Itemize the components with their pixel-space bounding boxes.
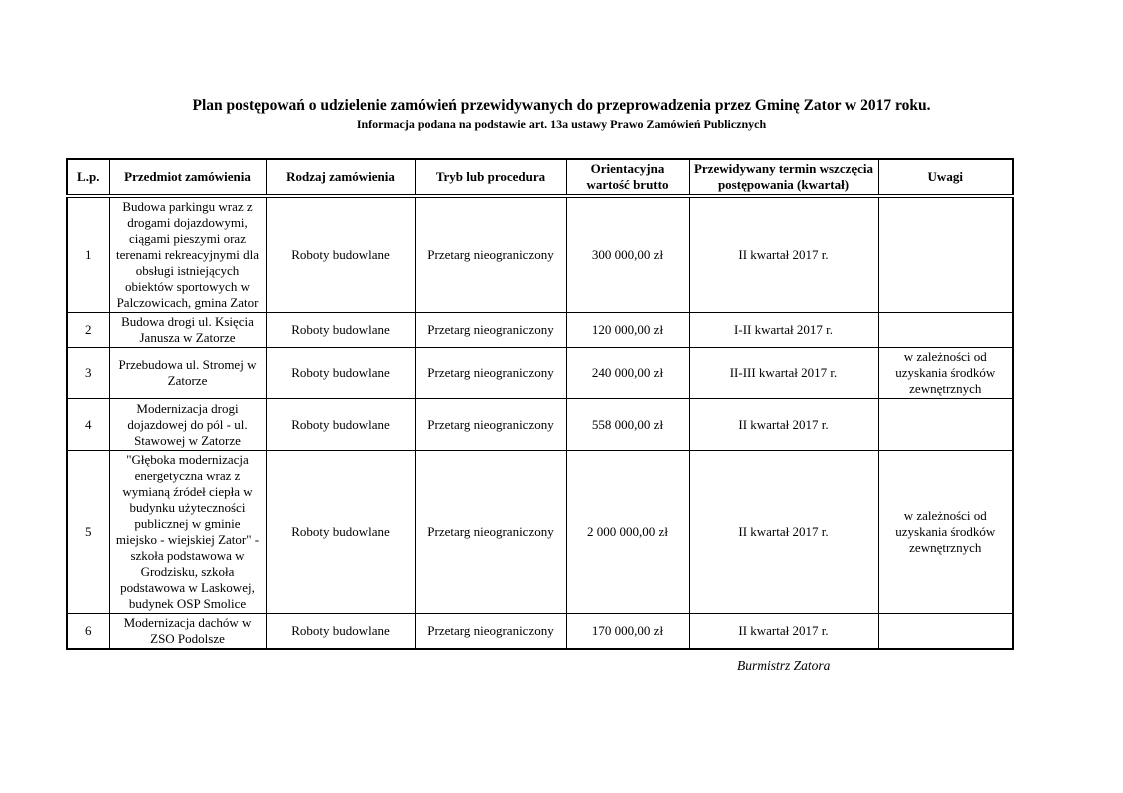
table-row	[67, 196, 1013, 313]
column-header-rodzaj: Rodzaj zamówienia	[266, 159, 415, 196]
cell-termin: II kwartał 2017 r.	[689, 614, 878, 650]
cell-tryb: Przetarg nieograniczony	[415, 451, 566, 614]
cell-przedmiot: Modernizacja dachów w ZSO Podolsze	[109, 614, 266, 650]
table-row	[67, 399, 1013, 451]
cell-przedmiot: Modernizacja drogi dojazdowej do pól - ul. Stawowej w Zatorze	[109, 399, 266, 451]
cell-rodzaj: Roboty budowlane	[266, 451, 415, 614]
cell-uwagi	[878, 614, 1013, 650]
cell-termin: II-III kwartał 2017 r.	[689, 348, 878, 399]
cell-przedmiot: Przebudowa ul. Stromej w Zatorze	[109, 348, 266, 399]
cell-wartosc: 2 000 000,00 zł	[566, 451, 689, 614]
cell-uwagi: w zależności od uzyskania środków zewnętrznych	[878, 451, 1013, 614]
cell-lp: 2	[67, 313, 109, 348]
table-header-row	[67, 159, 1013, 196]
cell-uwagi	[878, 196, 1013, 313]
cell-wartosc: 558 000,00 zł	[566, 399, 689, 451]
signature-burmistrz: Burmistrz Zatora	[737, 658, 831, 673]
cell-wartosc: 120 000,00 zł	[566, 313, 689, 348]
cell-rodzaj: Roboty budowlane	[266, 399, 415, 451]
cell-wartosc: 300 000,00 zł	[566, 196, 689, 313]
cell-rodzaj: Roboty budowlane	[266, 196, 415, 313]
cell-lp: 3	[67, 348, 109, 399]
cell-lp: 5	[67, 451, 109, 614]
cell-lp: 1	[67, 196, 109, 313]
cell-tryb: Przetarg nieograniczony	[415, 614, 566, 650]
cell-wartosc: 240 000,00 zł	[566, 348, 689, 399]
column-header-przedmiot: Przedmiot zamówienia	[109, 159, 266, 196]
cell-wartosc: 170 000,00 zł	[566, 614, 689, 650]
table-row	[67, 313, 1013, 348]
cell-tryb: Przetarg nieograniczony	[415, 196, 566, 313]
table-row	[67, 348, 1013, 399]
cell-lp: 6	[67, 614, 109, 650]
cell-przedmiot: "Głęboka modernizacja energetyczna wraz z wymianą źródeł ciepła w budynku użyteczności publicznej w gminie miejsko - wiejskiej Zator" - szkoła podstawowa w Grodzisku, szkoła podstawowa w Laskowej, budynek OSP Smolice	[109, 451, 266, 614]
page-subtitle: Informacja podana na podstawie art. 13a ustawy Prawo Zamówień Publicznych	[356, 117, 767, 131]
column-header-lp: L.p.	[67, 159, 109, 196]
procurement-plan-table	[66, 158, 1014, 650]
cell-lp: 4	[67, 399, 109, 451]
cell-termin: II kwartał 2017 r.	[689, 196, 878, 313]
cell-rodzaj: Roboty budowlane	[266, 348, 415, 399]
cell-uwagi	[878, 399, 1013, 451]
cell-termin: II kwartał 2017 r.	[689, 399, 878, 451]
column-header-tryb: Tryb lub procedura	[415, 159, 566, 196]
cell-tryb: Przetarg nieograniczony	[415, 348, 566, 399]
cell-uwagi	[878, 313, 1013, 348]
table-row	[67, 451, 1013, 614]
cell-termin: II kwartał 2017 r.	[689, 451, 878, 614]
cell-tryb: Przetarg nieograniczony	[415, 399, 566, 451]
cell-uwagi: w zależności od uzyskania środków zewnętrznych	[878, 348, 1013, 399]
cell-rodzaj: Roboty budowlane	[266, 313, 415, 348]
cell-tryb: Przetarg nieograniczony	[415, 313, 566, 348]
cell-przedmiot: Budowa parkingu wraz z drogami dojazdowymi, ciągami pieszymi oraz terenami rekreacyjnymi dla obsługi istniejących obiektów sportowych w Palczowicach, gmina Zator	[109, 196, 266, 313]
column-header-uwagi: Uwagi	[878, 159, 1013, 196]
page-title: Plan postępowań o udzielenie zamówień przewidywanych do przeprowadzenia przez Gminę Zator w 2017 roku.	[192, 97, 931, 114]
cell-rodzaj: Roboty budowlane	[266, 614, 415, 650]
table-row	[67, 614, 1013, 650]
cell-przedmiot: Budowa drogi ul. Księcia Janusza w Zatorze	[109, 313, 266, 348]
column-header-termin: Przewidywany termin wszczęcia postępowania (kwartał)	[689, 159, 878, 196]
column-header-wartosc: Orientacyjna wartość brutto	[566, 159, 689, 196]
cell-termin: I-II kwartał 2017 r.	[689, 313, 878, 348]
